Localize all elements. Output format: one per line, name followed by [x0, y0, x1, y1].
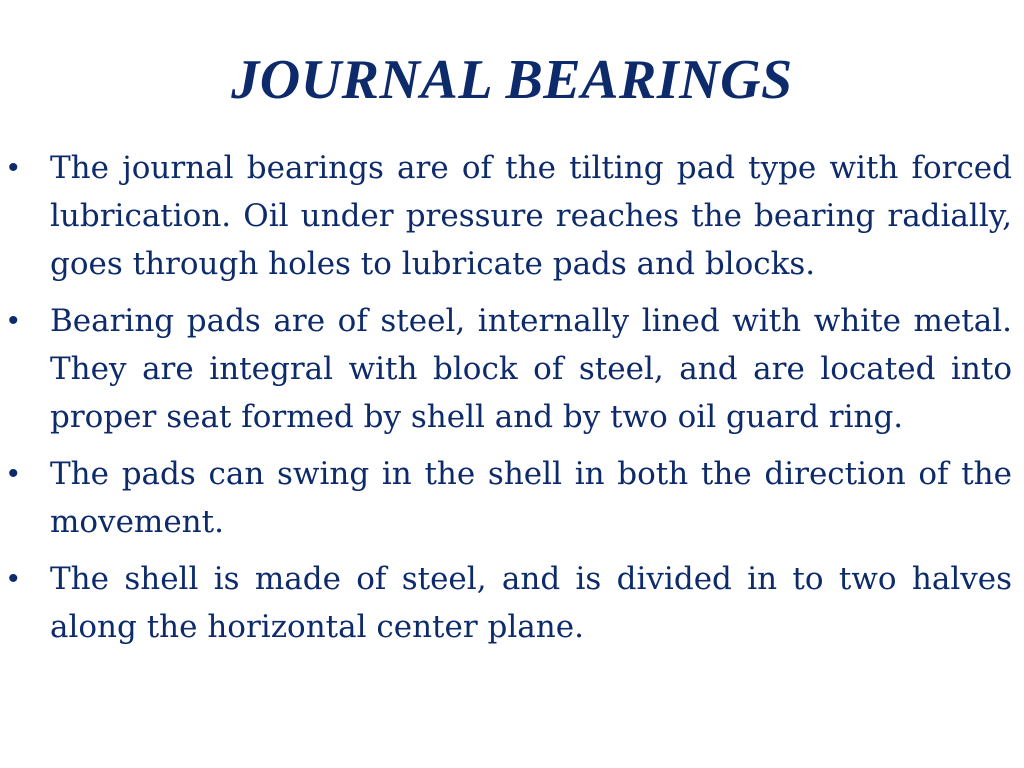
- bullet-dot-icon: •: [8, 151, 19, 184]
- bullet-text: Bearing pads are of steel, internally lined with white metal. They are integral with block of steel, and are located into proper seat formed by shell and by two oil guard ring.: [50, 303, 1012, 435]
- bullet-item: [0, 297, 1024, 441]
- bullet-dot-icon: •: [8, 562, 19, 595]
- bullet-text: The shell is made of steel, and is divided in to two halves along the horizontal center plane.: [50, 561, 1012, 645]
- bullet-dot-icon: •: [8, 457, 19, 490]
- bullet-text: The pads can swing in the shell in both the direction of the movement.: [50, 456, 1012, 540]
- bullet-item: [0, 144, 1024, 288]
- bullet-dot-icon: •: [8, 304, 19, 337]
- bullet-item: [0, 555, 1024, 651]
- bullet-text: The journal bearings are of the tilting pad type with forced lubrication. Oil under pressure reaches the bearing radially, goes through holes to lubricate pads and blocks.: [50, 150, 1012, 282]
- bullet-list: [0, 144, 1024, 660]
- slide-title: JOURNAL BEARINGS: [231, 49, 793, 111]
- bullet-item: [0, 450, 1024, 546]
